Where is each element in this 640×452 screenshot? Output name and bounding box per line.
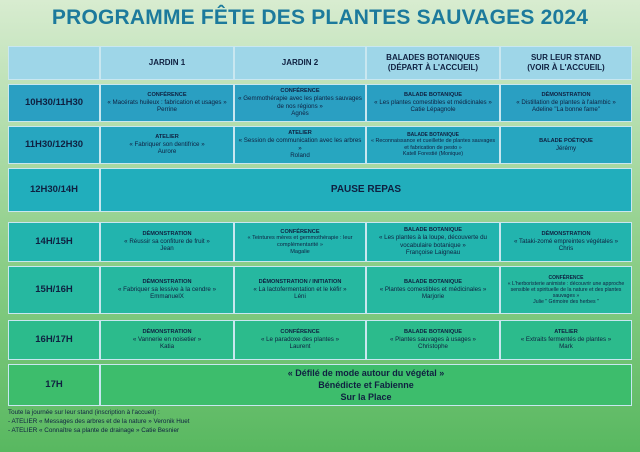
session-speaker: Marjorie [421, 293, 445, 301]
table-row [8, 84, 632, 122]
session-type: CONFÉRENCE [280, 88, 320, 95]
session-speaker: Agnès [291, 110, 309, 118]
header-time-cell [8, 46, 100, 80]
session-title: « Le paradoxe des plantes » [260, 335, 340, 343]
session-speaker: Aurore [157, 148, 177, 156]
table-row [8, 168, 632, 212]
session-cell [234, 222, 366, 262]
session-title: « Les plantes à la loupe, découverte du vocabulaire botanique » [378, 234, 487, 249]
session-title: « Tataki-zomé empreintes végétales » [513, 237, 619, 245]
session-title: « L'herboristerie animiste : découvrir une approche sensible et spirituelle de la nature et des plantes sauvages » [507, 280, 625, 299]
session-speaker: Mark [559, 343, 573, 351]
session-title: « Réussir sa confiture de fruit » [124, 237, 210, 245]
session-cell [234, 266, 366, 314]
session-speaker: Adeline "La bonne fame" [531, 106, 601, 114]
session-cell [366, 222, 500, 262]
session-type: BALADE BOTANIQUE [407, 132, 459, 139]
session-cell [100, 126, 234, 164]
session-type: CONFÉRENCE [280, 228, 320, 235]
session-cell [234, 84, 366, 122]
session-type: CONFÉRENCE [147, 92, 187, 99]
defile-location: Sur la Place [340, 392, 392, 403]
header-stand: SUR LEUR STAND (VOIR À L'ACCUEIL) [500, 46, 632, 80]
session-title: « La lactofermentation et le kéfir » [253, 285, 347, 293]
session-speaker: Jean [160, 245, 174, 253]
header-jardin-1: JARDIN 1 [100, 46, 234, 80]
time-cell: 11H30/12H30 [8, 126, 100, 164]
header-jardin-2: JARDIN 2 [234, 46, 366, 80]
session-title: « Session de communication avec les arbres » [238, 137, 362, 152]
session-cell [366, 266, 500, 314]
session-speaker: Léni [294, 293, 306, 301]
session-cell [234, 320, 366, 360]
table-row [8, 266, 632, 314]
session-cell [100, 320, 234, 360]
session-speaker: Perrine [157, 106, 177, 114]
session-title: « Plantes comestibles et médicinales » [379, 285, 487, 293]
session-title: « Teintures mères et gemmothérapie : leur complémentarité » [247, 235, 353, 248]
session-type: DÉMONSTRATION [541, 92, 591, 99]
session-speaker: Christophe [418, 343, 448, 351]
session-title: « Macérats huileux : fabrication et usages » [107, 98, 227, 106]
session-type: ATELIER [554, 329, 578, 336]
session-type: DÉMONSTRATION [142, 329, 192, 336]
session-title: « Gemmothérapie avec les plantes sauvages de nos régions » [238, 95, 362, 110]
table-header-row [8, 46, 632, 80]
session-speaker: Jérémy [555, 144, 577, 152]
defile-cell [100, 364, 632, 406]
session-cell [366, 320, 500, 360]
table-row [8, 364, 632, 406]
session-title: « Les plantes comestibles et médicinales » [374, 98, 492, 106]
session-type: BALADE BOTANIQUE [403, 227, 462, 234]
session-speaker: Katell Forestié (Monique) [402, 151, 464, 158]
session-cell [500, 320, 632, 360]
session-type: DÉMONSTRATION [142, 231, 192, 238]
time-cell: 12H30/14H [8, 168, 100, 212]
session-cell [100, 222, 234, 262]
time-cell: 15H/16H [8, 266, 100, 314]
session-title: « Fabriquer son dentifrice » [129, 140, 205, 148]
time-cell: 17H [8, 364, 100, 406]
footer-line: - ATELIER « Messages des arbres et de la nature » Veronik Huet [8, 418, 190, 426]
session-type: DÉMONSTRATION [142, 279, 192, 286]
defile-title: « Défilé de mode autour du végétal » [287, 367, 445, 378]
table-row [8, 320, 632, 360]
session-type: BALADE BOTANIQUE [403, 92, 462, 99]
session-speaker: Katia [159, 343, 175, 351]
session-speaker: Julie " Grimoire des herbes " [533, 299, 599, 306]
session-speaker: EmmanuelX [150, 293, 184, 301]
session-title: « Reconnaissance et cueillette de plantes sauvages et fabrication de pesto » [370, 138, 496, 151]
time-cell: 10H30/11H30 [8, 84, 100, 122]
session-cell [500, 222, 632, 262]
session-cell [366, 126, 500, 164]
session-title: « Vannerie en noisetier » [132, 335, 202, 343]
session-cell [234, 126, 366, 164]
session-speaker: Laurent [289, 343, 311, 351]
session-cell [100, 266, 234, 314]
defile-speakers: Bénédicte et Fabienne [318, 379, 414, 390]
session-speaker: Françoise Laigneau [405, 249, 461, 257]
session-cell [100, 84, 234, 122]
time-cell: 16H/17H [8, 320, 100, 360]
footer-line: Toute la journée sur leur stand (inscription à l'accueil) : [8, 409, 160, 416]
header-balades: BALADES BOTANIQUES (DÉPART À L'ACCUEIL) [366, 46, 500, 80]
pause-repas-cell: PAUSE REPAS [100, 168, 632, 212]
session-cell [500, 266, 632, 314]
page-title: PROGRAMME FÊTE DES PLANTES SAUVAGES 2024 [51, 6, 589, 29]
time-cell: 14H/15H [8, 222, 100, 262]
session-type: CONFÉRENCE [280, 329, 320, 336]
session-type: BALADE BOTANIQUE [403, 279, 462, 286]
session-type: BALADE POÉTIQUE [539, 137, 593, 144]
session-speaker: Chris [558, 245, 574, 253]
session-type: DÉMONSTRATION [541, 231, 591, 238]
session-speaker: Catie Lépagnole [410, 106, 456, 114]
session-type: CONFÉRENCE [548, 274, 584, 281]
session-title: « Plantes sauvages à usages » [390, 335, 476, 343]
session-type: ATELIER [155, 134, 179, 141]
session-title: « Fabriquer sa lessive à la cendre » [117, 285, 217, 293]
session-speaker: Roland [290, 152, 310, 160]
session-cell [500, 84, 632, 122]
session-type: DÉMONSTRATION / INITIATION [258, 279, 342, 286]
session-speaker: Magalie [290, 248, 310, 255]
table-row [8, 222, 632, 262]
table-row [8, 126, 632, 164]
footer-line: - ATELIER « Connaître sa plante de drainage » Catie Besnier [8, 427, 180, 435]
session-cell [366, 84, 500, 122]
session-title: « Extraits fermentés de plantes » [520, 335, 612, 343]
session-title: « Distillation de plantes à l'alambic » [516, 98, 616, 106]
footer-notes [8, 408, 628, 435]
session-type: ATELIER [288, 130, 312, 137]
session-cell [500, 126, 632, 164]
session-type: BALADE BOTANIQUE [403, 329, 462, 336]
